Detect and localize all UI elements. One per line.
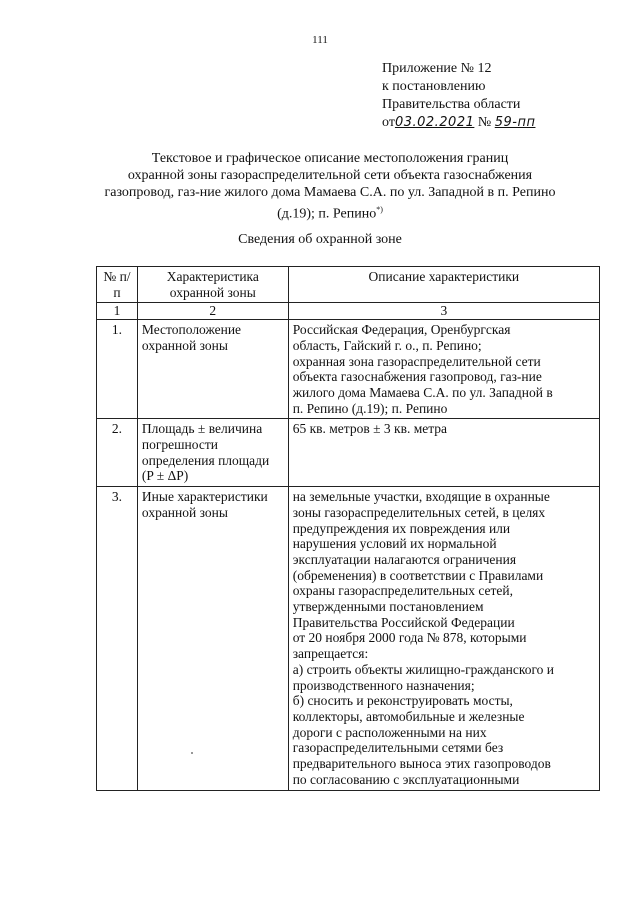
- table-row: [97, 419, 600, 487]
- description-line: нарушения условий их нормальной: [292, 536, 497, 552]
- appendix-date-line: [382, 114, 535, 132]
- section-subtitle: Сведения об охранной зоне: [238, 232, 402, 247]
- footnote-mark: *): [376, 205, 383, 214]
- zone-info-table: [96, 266, 600, 791]
- document-title: [60, 150, 600, 223]
- row-characteristic: Площадь ± величина погрешности определения площади (P ± ΔP): [137, 419, 288, 487]
- description-line: эксплуатации налагаются ограничения: [292, 551, 517, 567]
- description-line: жилого дома Мамаева С.А. по ул. Западной в: [292, 384, 553, 400]
- description-line: зоны газораспределительных сетей, в целях: [292, 504, 546, 520]
- description-line: на земельные участки, входящие в охранные: [292, 489, 550, 505]
- description-line: п. Репино (д.19); п. Репино: [292, 400, 448, 416]
- description-line: предупреждения их повреждения или: [292, 520, 511, 536]
- description-line: объекта газоснабжения газопровод, газ-ние: [292, 369, 542, 385]
- description-line: запрещается:: [292, 646, 369, 662]
- index-1: 1: [97, 303, 138, 320]
- row-description: [288, 419, 599, 487]
- table-row: [97, 320, 600, 419]
- description-line: охраны газораспределительных сетей,: [292, 583, 514, 599]
- number-label: №: [477, 115, 492, 130]
- description-line: Российская Федерация, Оренбургская: [292, 322, 511, 338]
- index-3: 3: [288, 303, 599, 320]
- description-line: предварительного выноса этих газопроводов: [292, 756, 551, 772]
- appendix-line-2: к постановлению: [382, 79, 486, 94]
- description-line: область, Гайский г. о., п. Репино;: [292, 337, 482, 353]
- description-line: охранная зона газораспределительной сети: [292, 353, 541, 369]
- row-number: 1.: [97, 320, 138, 419]
- description-line: 65 кв. метров ± 3 кв. метра: [292, 421, 448, 437]
- description-line: а) строить объекты жилищно-гражданского и: [292, 661, 554, 677]
- appendix-line-1: Приложение № 12: [382, 61, 492, 76]
- table-header-row: [97, 267, 600, 303]
- description-line: газораспределительными сетями без: [292, 740, 504, 756]
- title-line-2: охранной зоны газораспределительной сети объекта газоснабжения: [127, 168, 533, 183]
- header-description: Описание характеристики: [288, 267, 599, 303]
- appendix-line-3: Правительства области: [382, 97, 521, 112]
- row-characteristic: Местоположение охранной зоны: [137, 320, 288, 419]
- header-number: № п/п: [97, 267, 138, 303]
- description-line: утвержденными постановлением: [292, 599, 484, 615]
- appendix-block: [382, 60, 535, 132]
- row-characteristic: Иные характеристики охранной зоны: [137, 487, 288, 790]
- description-line: б) сносить и реконструировать мосты,: [292, 693, 513, 709]
- description-line: производственного назначения;: [292, 677, 475, 693]
- description-line: от 20 ноября 2000 года № 878, которыми: [292, 630, 527, 646]
- row-number: 3.: [97, 487, 138, 790]
- description-line: коллекторы, автомобильные и железные: [292, 708, 525, 724]
- title-line-1: Текстовое и графическое описание местоположения границ: [151, 151, 509, 166]
- scan-speck: [191, 752, 193, 754]
- row-number: 2.: [97, 419, 138, 487]
- description-line: (обременения) в соответствии с Правилами: [292, 567, 544, 583]
- table-index-row: [97, 303, 600, 320]
- page-number: 111: [312, 34, 328, 46]
- title-line-4: (д.19); п. Репино*): [277, 205, 383, 222]
- row-description: [288, 487, 599, 790]
- index-2: 2: [137, 303, 288, 320]
- title-line-3: газопровод, газ-ние жилого дома Мамаева С.А. по ул. Западной в п. Репино: [104, 185, 556, 200]
- header-characteristic: Характеристика охранной зоны: [137, 267, 288, 303]
- handwritten-number: 59-пп: [494, 115, 536, 130]
- description-line: дороги с расположенными на них: [292, 724, 487, 740]
- table-body: [97, 320, 600, 790]
- description-line: по согласованию с эксплуатационными: [292, 771, 520, 787]
- handwritten-date: 03.02.2021: [394, 115, 475, 130]
- row-description: [288, 320, 599, 419]
- date-prefix: от: [382, 115, 395, 130]
- table-row: [97, 487, 600, 790]
- description-line: Правительства Российской Федерации: [292, 614, 515, 630]
